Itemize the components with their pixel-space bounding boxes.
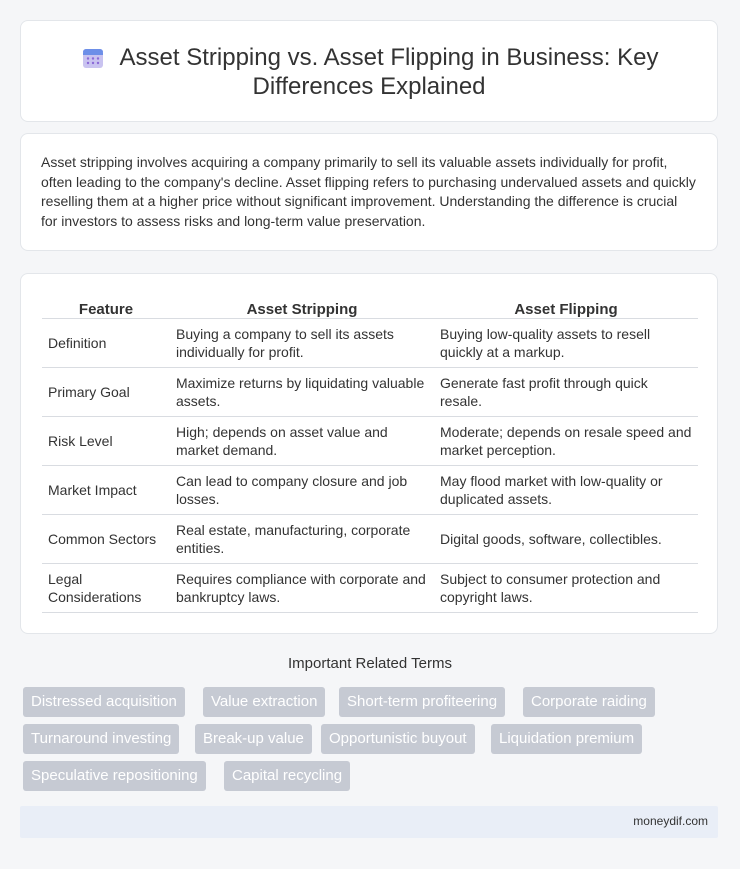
tag-liquidation-premium[interactable]: Liquidation premium xyxy=(491,724,642,754)
stripping-cell: Can lead to company closure and job losses. xyxy=(170,466,434,515)
flipping-cell: Subject to consumer protection and copyright laws. xyxy=(434,564,698,613)
column-header: Asset Stripping xyxy=(170,294,434,319)
tag-distressed-acquisition[interactable]: Distressed acquisition xyxy=(23,687,185,717)
stripping-cell: Buying a company to sell its assets individually for profit. xyxy=(170,319,434,368)
flipping-cell: Digital goods, software, collectibles. xyxy=(434,515,698,564)
tag-capital-recycling[interactable]: Capital recycling xyxy=(224,761,350,791)
stripping-cell: High; depends on asset value and market demand. xyxy=(170,417,434,466)
flipping-cell: Moderate; depends on resale speed and market perception. xyxy=(434,417,698,466)
tag-short-term-profiteering[interactable]: Short-term profiteering xyxy=(339,687,505,717)
comparison-card xyxy=(20,273,718,634)
tag-opportunistic-buyout[interactable]: Opportunistic buyout xyxy=(321,724,475,754)
related-terms-heading: Important Related Terms xyxy=(288,655,452,672)
table-row xyxy=(42,466,698,515)
site-credit[interactable]: moneydif.com xyxy=(633,814,708,828)
stripping-cell: Requires compliance with corporate and bankruptcy laws. xyxy=(170,564,434,613)
stripping-cell: Maximize returns by liquidating valuable assets. xyxy=(170,368,434,417)
table-row xyxy=(42,515,698,564)
page-title: Asset Stripping vs. Asset Flipping in Business: Key Differences Explained xyxy=(119,44,659,100)
title-card xyxy=(20,20,718,122)
footer xyxy=(20,806,718,838)
feature-cell: Market Impact xyxy=(42,466,170,515)
flipping-cell: Generate fast profit through quick resale. xyxy=(434,368,698,417)
tag-speculative-repositioning[interactable]: Speculative repositioning xyxy=(23,761,206,791)
comparison-table xyxy=(42,294,698,613)
flipping-cell: Buying low-quality assets to resell quickly at a markup. xyxy=(434,319,698,368)
feature-cell: Primary Goal xyxy=(42,368,170,417)
feature-cell: Definition xyxy=(42,319,170,368)
tag-break-up-value[interactable]: Break-up value xyxy=(195,724,312,754)
table-row xyxy=(42,368,698,417)
feature-cell: Common Sectors xyxy=(42,515,170,564)
column-header: Asset Flipping xyxy=(434,294,698,319)
table-row xyxy=(42,417,698,466)
feature-cell: Risk Level xyxy=(42,417,170,466)
table-row xyxy=(42,319,698,368)
tag-corporate-raiding[interactable]: Corporate raiding xyxy=(523,687,655,717)
intro-card xyxy=(20,133,718,251)
flipping-cell: May flood market with low-quality or duplicated assets. xyxy=(434,466,698,515)
table-header-row xyxy=(42,294,698,319)
column-header: Feature xyxy=(42,294,170,319)
tag-value-extraction[interactable]: Value extraction xyxy=(203,687,325,717)
tag-turnaround-investing[interactable]: Turnaround investing xyxy=(23,724,179,754)
table-row xyxy=(42,564,698,613)
intro-paragraph: Asset stripping involves acquiring a company primarily to sell its valuable assets individually for profit, often leading to the company's decline. Asset flipping refers to purchasing undervalued assets and quickly reselling them at a higher price without significant improvement. Understanding the difference is crucial for investors to assess risks and long-term value preservation. xyxy=(41,154,696,229)
feature-cell: Legal Considerations xyxy=(42,564,170,613)
stripping-cell: Real estate, manufacturing, corporate entities. xyxy=(170,515,434,564)
